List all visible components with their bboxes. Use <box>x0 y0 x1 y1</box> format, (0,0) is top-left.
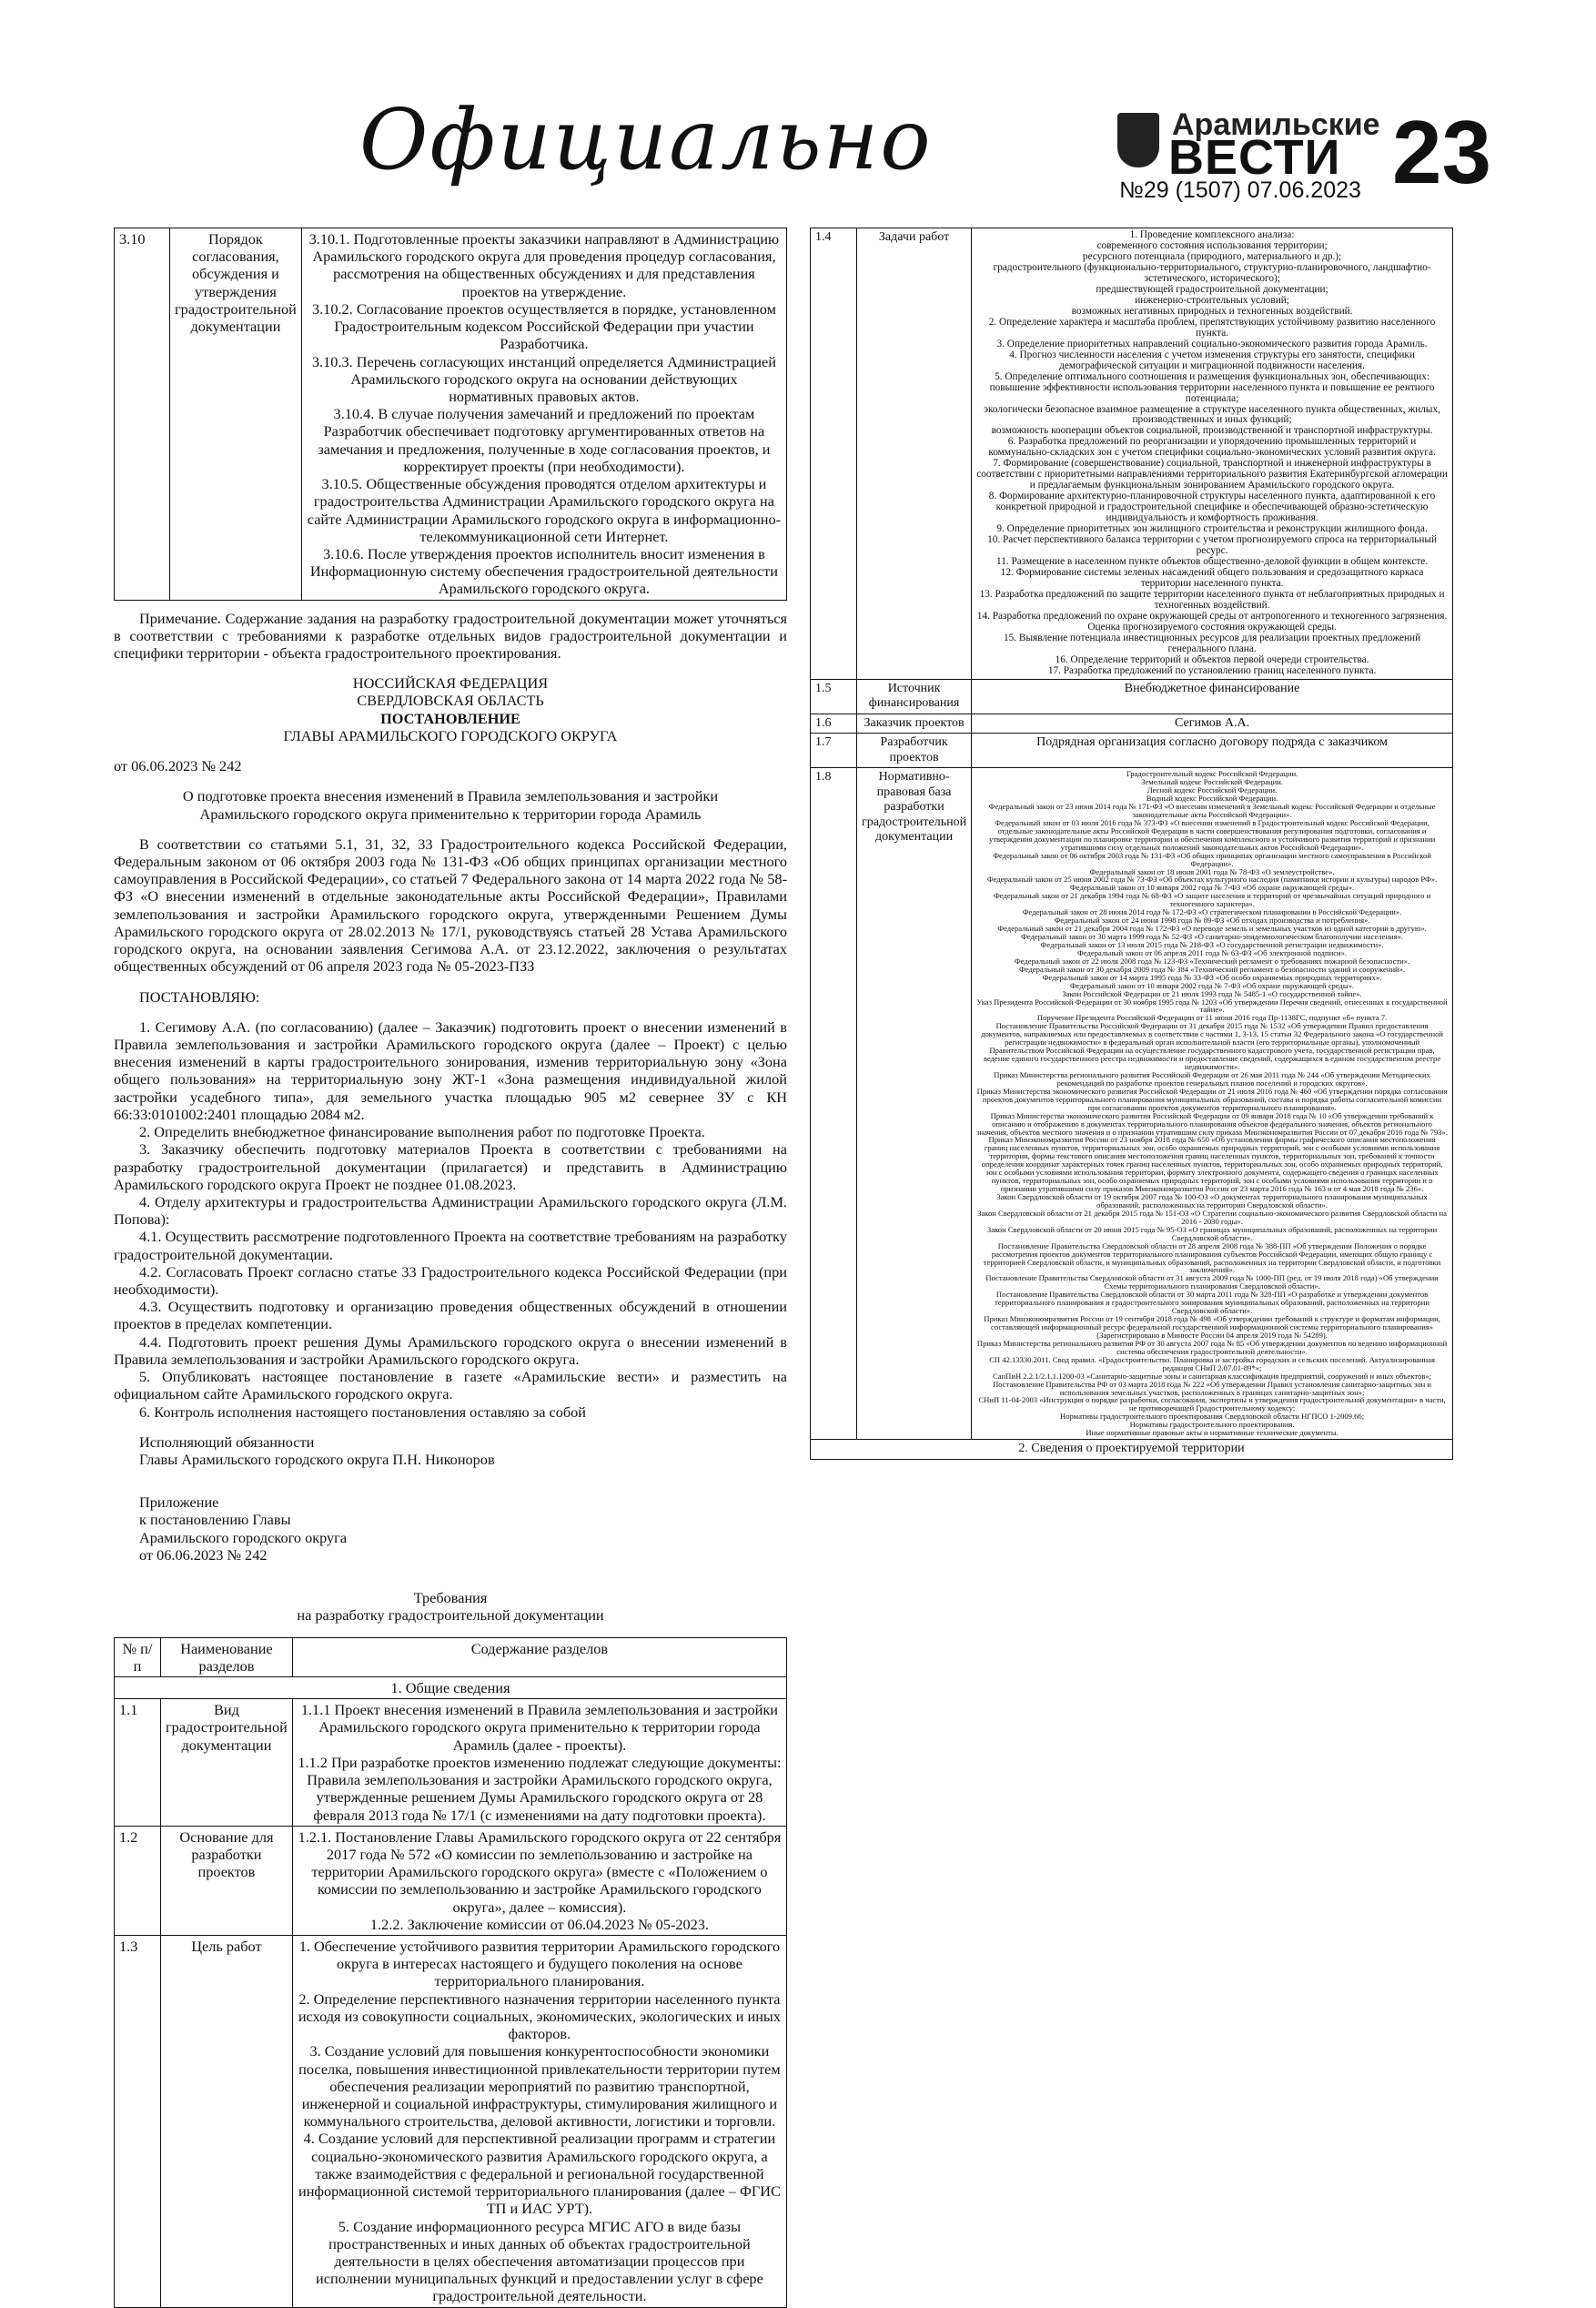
coat-of-arms-icon <box>1117 113 1159 167</box>
table-row: 1.6 Заказчик проектов Сегимов А.А. <box>811 714 1453 734</box>
right-column <box>810 228 1453 1460</box>
issue-info: №29 (1507) 07.06.2023 <box>1119 177 1361 203</box>
table-row: 1.2 Основание для разработки проектов 1.2.1. Постановление Главы Арамильского городского округа от 22 сентября 2017 года № 572 «О комиссии по землепользованию и застройке на территории Арамильского городского округа» (вместе с «Положением о комиссии по землепользованию и застройке Арамильского городского округа», далее – комиссия). 1.2.2. Заключение комиссии от 06.04.2023 № 05-2023. <box>115 1826 787 1935</box>
appendix-reference: Приложение к постановлению Главы Арамильского городского округа от 06.06.2023 № 242 <box>139 1493 348 1564</box>
decree-items: 1. Сегимову А.А. (по согласованию) (далее – Заказчик) подготовить проект о внесении изменений в Правила землепользования и застройки Арамильского городского округа (далее – Проект) с целью внесения изменений в карты градостроительного зонирования, изменив территориальную зону «Зона общего пользования» на территориальную зону ЖТ-1 «Зона размещения индивидуальной жилой застройки усадебного типа», для земельного участка площадью 905 м2 севернее ЗУ с КН 66:33:0101002:2401 площадью 2084 м2. 2. Определить внебюджетное финансирование выполнения работ по подготовке Проекта. 3. Заказчику обеспечить подготовку материалов Проекта в соответствии с требованиями на разработку градостроительной документации (прилагается) и представить в Администрацию Арамильского городского округа Проект не позднее 01.08.2023. 4. Отделу архитектуры и градостроительства Администрации Арамильского городского округа (Л.М. Попова): 4.1. Осуществить рассмотрение подготовленного Проекта на соответствие требованиям на разработку градостроительной документации. 4.2. Согласовать Проект согласно статье 33 Градостроительного кодекса Российской Федерации (при необходимости). 4.3. Осуществить подготовку и организацию проведения общественных обсуждений в отношении проектов в пределах компетенции. 4.4. Подготовить проект решения Думы Арамильского городского округа о внесении изменений в Правила землепользования и застройки Арамильского городского округа. 5. Опубликовать настоящее постановление в газете «Арамильские вести» и разместить на официальном сайте Арамильского городского округа. 6. Контроль исполнения настоящего постановления оставляю за собой <box>114 1017 787 1421</box>
decree-resolve: ПОСТАНОВЛЯЮ: <box>139 987 260 1006</box>
decree-heading: НОССИЙСКАЯ ФЕДЕРАЦИЯ СВЕРДЛОВСКАЯ ОБЛАСТЬ ПОСТАНОВЛЕНИЕ ГЛАВЫ АРАМИЛЬСКОГО ГОРОДСКОГО ОКРУГА <box>283 674 618 744</box>
logo-small-text: Арамильские <box>1172 107 1380 142</box>
signature: Исполняющий обязанности Главы Арамильского городского округа П.Н. Никоноров <box>139 1432 495 1468</box>
section-row: 2. Сведения о проектируемой территории <box>811 1440 1453 1460</box>
newspaper-logo <box>1117 107 1380 185</box>
table-row: 1.1 Вид градостроительной документации 1.1.1 Проект внесения изменений в Правила землепользования и застройки Арамильского городского округа применительно к территории города Арамиль (далее - проекты). 1.1.2 При разработке проектов изменению подлежат следующие документы: Правила землепользования и застройки Арамильского городского округа, утвержденные решением Думы Арамильского городского округа от 28 февраля 2013 года № 17/1 (с изменениями на дату подготовки проекта). <box>115 1699 787 1827</box>
table-header: № п/п Наименование разделов Содержание разделов <box>115 1637 787 1676</box>
requirements-table-continued <box>810 228 1453 1460</box>
note: Примечание. Содержание задания на разработку градостроительной документации может уточняться в соответствии с требованиями к разработке отдельных видов градостроительной документации и специфики территории - объекта градостроительного проектирования. <box>114 609 787 663</box>
table-row: 1.3 Цель работ 1. Обеспечение устойчивого развития территории Арамильского городского округа в интересах настоящего и будущего поколения на основе территориального планирования. 2. Определение перспективного назначения территории населенного пункта исходя из совокупности социальных, экономических, экологических и иных факторов. 3. Создание условий для повышения конкурентоспособности экономики поселка, повышения инвестиционной привлекательности территории путем обеспечения реализации мероприятий по развитию транспортной, инженерной и социальной инфраструктуры, стимулирования жилищного и коммунального строительства, деловой активности, логистики и торговли. 4. Создание условий для перспективной реализации программ и стратегии социально-экономического развития Арамильского городского округа, а также взаимодействия с федеральной и региональной государственной информационной системой территориального планирования (далее – ФГИС ТП и ИАС УРТ). 5. Создание информационного ресурса МГИС АГО в виде базы пространственных и иных данных об объектах градостроительной деятельности в целях обеспечения автоматизации процессов при исполнении муниципальных функций и предоставлении услуг в сфере градостроительной деятельности. <box>115 1936 787 2308</box>
decree-subject: О подготовке проекта внесения изменений в Правила землепользования и застройки Арамильского городского округа применительно к территории города Арамиль <box>182 787 719 823</box>
table-row-3-10 <box>114 228 787 601</box>
section-title: Официально <box>359 91 933 188</box>
table-row: 1.8 Нормативно-правовая база разработки градостроительной документации Градостроительный кодекс Российской Федерации. Земельный кодекс Российской Федерации. Лесной кодекс Российской Федерации. Водный кодекс Российской Федерации. Федеральный закон от 23 июня 2014 года № 171-ФЗ «О внесении изменений в Земельный кодекс Российской Федерации и отдельные законодательные акты Российской Федерации». Федеральный закон от 03 июля 2016 года № 373-ФЗ «О внесении изменений в Градостроительный кодекс Российской Федерации, отдельные законодательные акты Российской Федерации в части совершенствования регулирования подготовки, согласования и утверждения документации по планировке территории и обеспечения комплексного и устойчивого развития территорий и признании утратившими силу отдельных положений законодательных актов Российской Федерации». Федеральный закон от 06 октября 2003 года № 131-ФЗ «Об общих принципах организации местного самоуправления в Российской Федерации». Федеральный закон от 18 июня 2001 года № 78-ФЗ «О землеустройстве». Федеральный закон от 25 июня 2002 года № 73-ФЗ «Об объектах культурного наследия (памятники истории и культуры) народов РФ». Федеральный закон от 10 января 2002 года № 7-ФЗ «Об охране окружающей среды». Федеральный закон от 21 декабря 1994 года № 68-ФЗ «О защите населения и территорий от чрезвычайных ситуаций природного и техногенного характера». Федеральный закон от 28 июня 2014 года № 172-ФЗ «О стратегическом планировании в Российской Федерации». Федеральный закон от 24 июня 1998 года № 89-ФЗ «Об отходах производства и потребления». Федеральный закон от 21 декабря 2004 года № 172-ФЗ «О переводе земель и земельных участков из одной категории в другую». Федеральный закон от 30 марта 1999 года № 52-ФЗ «О санитарно-эпидемиологическом благополучии населения». Федеральный закон от 13 июля 2015 года № 218-ФЗ «О государственной регистрации недвижимости». Федеральный закон от 06 апреля 2011 года № 63-ФЗ «Об электронной подписи». Федеральный закон от 22 июля 2008 года № 123-ФЗ «Технический регламент о требованиях пожарной безопасности». Федеральный закон от 30 декабря 2009 года № 384 «Технический регламент о безопасности зданий и сооружений». Федеральный закон от 14 марта 1995 года № 33-ФЗ «Об особо охраняемых природных территориях». Федеральный закон от 10 января 2002 года № 7-ФЗ «Об охране окружающей среды». Закон Российской Федерации от 21 июля 1993 года № 5485-1 «О государственной тайне». Указ Президента Российской Федерации от 30 ноября 1995 года № 1203 «Об утверждении Перечня сведений, отнесенных к государственной тайне». Поручение Президента Российской Федерации от 11 июня 2016 года Пр-1138ГС, подпункт «б» пункта 7. Постановление Правительства Российской Федерации от 31 декабря 2015 года № 1532 «Об утверждении Правил предоставления документов, направляемых или предоставляемых в соответствии с частями 1, 3-13, 15 статьи 32 Федерального закона «О государственной регистрации недвижимости» в федеральный орган исполнительной власти (его территориальные органы), уполномоченный Правительством Российской Федерации на осуществление государственного кадастрового учета, государственной регистрации прав, ведение единого государственного реестра недвижимости и предоставление сведений, содержащихся в едином государственном реестре недвижимости». Приказ Министерства регионального развития Российской Федерации от 26 мая 2011 года № 244 «Об утверждении Методических рекомендаций по разработке проектов генеральных планов поселений и городских округов». Приказ Министерства экономического развития Российской Федерации от 21 июля 2016 года № 460 «Об утверждении порядка согласования проектов документов территориального планирования муниципальных образований, состава и порядка работы согласительной комиссии при согласовании проектов документов территориального планирования». Приказ Министерства экономического развития Российской Федерации от 09 января 2018 года № 10 «Об утверждении требований к описанию и отображению в документах территориального планирования объектов федерального значения, объектов регионального значения, объектов местного значения и о признании утратившим силу приказа Минэкономразвития России от 07 декабря 2016 года № 793». Приказ Минэкономразвития России от 23 ноября 2018 года № 650 «Об установлении формы графического описания местоположения границ населенных пунктов, территориальных зон, особо охраняемых природных территорий, зон с особыми условиями использования территории, формы текстового описания местоположения границ населенных пунктов, территориальных зон, требований к точности определения координат характерных точек границ населенных пунктов, территориальных зон, особо охраняемых природных территорий, зон с особыми условиями использования территории, формату электронного документа, содержащего сведения о границах населенных пунктов, территориальных зон, особо охраняемых природных территорий, зон с особыми условиями использования территории и о признании утратившими силу приказов Минэкономразвития России от 23 марта 2016 года № 163 и от 4 мая 2018 года № 236». Закон Свердловской области от 19 октября 2007 года № 100-ОЗ «О документах территориального планирования муниципальных образований, расположенных на территории Свердловской области». Закон Свердловской области от 21 декабря 2015 года № 151-ОЗ «О Стратегии социально-экономического развития Свердловской области на 2016 - 2030 годы». Закон Свердловской области от 20 июня 2015 года № 95-ОЗ «О границах муниципальных образований, расположенных на территории Свердловской области». Постановление Правительства Свердловской области от 28 апреля 2008 года № 388-ПП «Об утверждении Положения о порядке рассмотрения проектов документов территориального планирования субъектов Российской Федерации, имеющих общую границу с территорией Свердловской области, и муниципальных образований, расположенных на территории Свердловской области, и подготовки заключений». Постановление Правительства Свердловской области от 31 августа 2009 года № 1000-ПП (ред. от 19 июля 2018 года) «Об утверждении Схемы территориального планирования Свердловской области». Постановление Правительства Свердловской области от 30 марта 2011 года № 328-ПП «О разработке и утверждении документов территориального планирования и градостроительного зонирования муниципальных образований, расположенных на территории Свердловской области». Приказ Минэкономразвития России от 19 сентября 2018 года № 498 «Об утверждении требований к структуре и форматам информации, составляющей информационный ресурс федеральной государственной информационной системы территориального планирования» (Зарегистрировано в Минюсте России 04 апреля 2019 года № 54289). Приказ Министерства регионального развития РФ от 30 августа 2007 года № 85 «Об утверждении документов по ведению информационной системы обеспечения градостроительной деятельности». СП 42.13330.2011. Свод правил. «Градостроительство. Планировка и застройка городских и сельских поселений. Актуализированная редакция СНиП 2.07.01-89*»; СанПиН 2.2.1/2.1.1.1200-03 «Санитарно-защитные зоны и санитарная классификация предприятий, сооружений и иных объектов»; Постановление Правительства РФ от 03 марта 2018 года № 222 «Об утверждении Правил установления санитарно-защитных зон и использования земельных участков, расположенных в границах санитарно-защитных зон»; СНиП 11-04-2003 «Инструкция о порядке разработки, согласования, экспертизы и утверждения градостроительной документации» в части, не противоречащей Градостроительному кодексу; Нормативы градостроительного проектирования Свердловской области НГПСО 1-2009.66; Нормативы градостроительного проектирования. Иные нормативные правовые акты и нормативные технические документы. <box>811 768 1453 1440</box>
logo-big-text: ВЕСТИ <box>1168 130 1341 185</box>
left-column <box>114 228 787 2308</box>
decree-preamble: В соответствии со статьями 5.1, 31, 32, 33 Градостроительного кодекса Российской Федерации, Федеральным законом от 06 октября 2003 года № 131-ФЗ «Об общих принципах организации местного самоуправления в Российской Федерации», со статьей 7 Федерального закона от 14 марта 2022 года № 58-ФЗ «О внесении изменений в отдельные законодательные акты Российской Федерации», Правилами землепользования и застройки Арамильского городского округа, утвержденными Решением Думы Арамильского городского округа от 28.02.2013 № 17/1, руководствуясь статьей 28 Устава Арамильского городского округа, на основании заявления Сегимова А.А. от 23.12.2022, заключения о результатах общественных обсуждений от 06 апреля 2023 года № 05-2023-ПЗЗ <box>114 835 787 976</box>
table-row: 1.7 Разработчик проектов Подрядная организация согласно договору подряда с заказчиком <box>811 734 1453 768</box>
table-row: 1.5 Источник финансирования Внебюджетное финансирование <box>811 679 1453 714</box>
table-row: 1.4 Задачи работ 1. Проведение комплексного анализа: современного состояния использования территории; ресурсного потенциала (природного, материального и др.); градостроительного (функционально-территориального, структурно-планировочного, ландшафтно-эстетического, исторического); предшествующей градостроительной документации; инженерно-строительных условий; возможных негативных природных и техногенных воздействий. 2. Определение характера и масштаба проблем, препятствующих устойчивому развитию населенного пункта. 3. Определение приоритетных направлений социально-экономического развития города Арамиль. 4. Прогноз численности населения с учетом изменения структуры его занятости, специфики демографической ситуации и миграционной подвижности населения. 5. Определение оптимального соотношения и размещения функциональных зон, обеспечивающих: повышение эффективности использования территории населенного пункта и повышение ее рентного потенциала; экологически безопасное взаимное размещение в структуре населенного пункта общественных, жилых, производственных и иных функций; возможность кооперации объектов социальной, производственной и транспортной инфраструктуры. 6. Разработка предложений по реорганизации и упорядочению промышленных территорий и коммунально-складских зон с учетом специфики социально-экономических условий развития округа. 7. Формирование (совершенствование) социальной, транспортной и инженерной инфраструктуры в соответствии с приоритетными направлениями территориального развития Екатеринбургской агломерации и предлагаемым функциональным зонированием Арамильского городского округа. 8. Формирование архитектурно-планировочной структуры населенного пункта, адаптированной к его конкретной природной и градостроительной специфике и обеспечивающей образно-эстетическую индивидуальность и комфортность проживания. 9. Определение приоритетных зон жилищного строительства и реконструкции жилищного фонда. 10. Расчет перспективного баланса территории с учетом прогнозируемого спроса на территориальный ресурс. 11. Размещение в населенном пункте объектов общественно-деловой функции в общем контексте. 12. Формирование системы зеленых насаждений общего пользования и средозащитного каркаса территории населенного пункта. 13. Разработка предложений по защите территории населенного пункта от неблагоприятных природных и техногенных воздействий. 14. Разработка предложений по охране окружающей среды от антропогенного и техногенного загрязнения. Оценка прогнозируемого состояния окружающей среды. 15. Выявление потенциала инвестиционных ресурсов для реализации проектных предложений генерального плана. 16. Определение территорий и объектов первой очереди строительства. 17. Разработка предложений по установлению границ населенного пункта. <box>811 228 1453 680</box>
row-content: 3.10.1. Подготовленные проекты заказчики направляют в Администрацию Арамильского городского округа для проведения процедур согласования, рассмотрения на общественных обсуждениях и для представления проектов на утверждение. 3.10.2. Согласование проектов осуществляется в порядке, установленном Градостроительным кодексом Российской Федерации при участии Разработчика. 3.10.3. Перечень согласующих инстанций определяется Администрацией Арамильского городского округа на основании действующих нормативных правовых актов. 3.10.4. В случае получения замечаний и предложений по проектам Разработчик обеспечивает подготовку аргументированных ответов на замечания и предложения, полученные в ходе согласования проектов, и корректирует проекты (при необходимости). 3.10.5. Общественные обсуждения проводятся отделом архитектуры и градостроительства Администрации Арамильского городского округа на сайте Администрации Арамильского городского округа в информационно-телекоммуникационной сети Интернет. 3.10.6. После утверждения проектов исполнитель вносит изменения в Информационную систему обеспечения градостроительной деятельности Арамильского городского округа. <box>301 228 786 601</box>
row-number: 3.10 <box>115 228 170 601</box>
row-name: Порядок согласования, обсуждения и утверждения градостроительной документации <box>170 228 302 601</box>
requirements-title: Требования на разработку градостроительной документации <box>297 1589 604 1625</box>
decree-date: от 06.06.2023 № 242 <box>114 757 242 775</box>
section-row: 1. Общие сведения <box>115 1676 787 1698</box>
page-number: 23 <box>1392 102 1492 202</box>
requirements-table <box>114 1637 787 2308</box>
